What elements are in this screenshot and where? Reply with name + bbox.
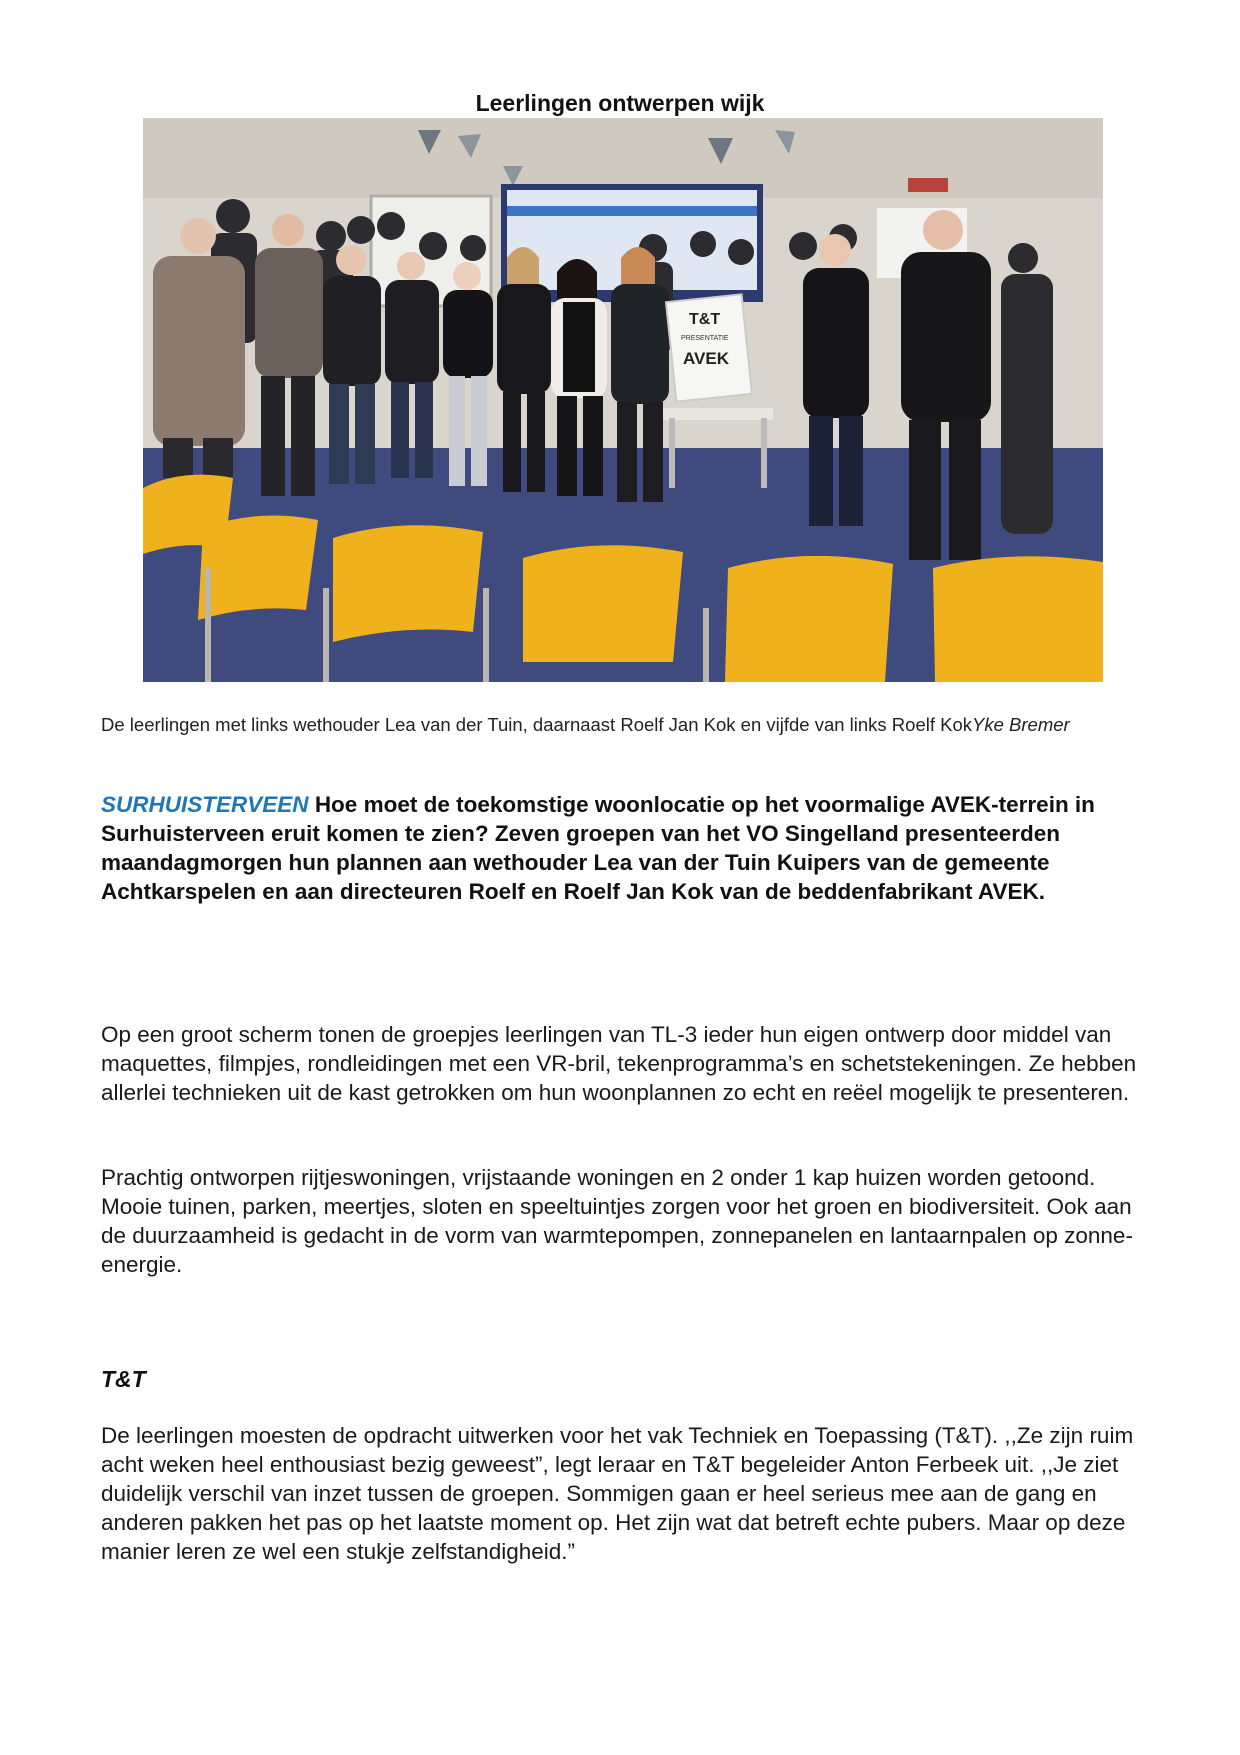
- caption-text: De leerlingen met links wethouder Lea van der Tuin, daarnaast Roelf Jan Kok en vijfde van links Roelf Kok: [101, 714, 973, 735]
- photo-caption: [101, 712, 1141, 737]
- body-paragraph-1: Op een groot scherm tonen de groepjes leerlingen van TL-3 ieder hun eigen ontwerp door middel van maquettes, filmpjes, rondleidingen met een VR-bril, tekenprogramma’s en schetstekeningen. Ze hebben allerlei technieken uit de kast getrokken om hun woonplannen zo echt en reëel mogelijk te presenteren.: [101, 1022, 1137, 1105]
- section-subhead: T&T: [101, 1366, 146, 1392]
- dateline: SURHUISTERVEEN: [101, 792, 309, 817]
- lead-text: Hoe moet de toekomstige woonlocatie op het voormalige AVEK-terrein in Surhuisterveen eruit komen te zien? Zeven groepen van het VO Singelland presenteerden maandagmorgen hun plannen aan wethouder Lea van der Tuin Kuipers van de gemeente Achtkarspelen en aan directeuren Roelf en Roelf Jan Kok van de beddenfabrikant AVEK.: [101, 792, 1095, 904]
- group-photo: [143, 118, 1103, 682]
- lead-paragraph: [101, 790, 1151, 906]
- group-photo-illustration: [143, 118, 1103, 682]
- closing-paragraph: De leerlingen moesten de opdracht uitwerken voor het vak Techniek en Toepassing (T&T). ,,Ze zijn ruim acht weken heel enthousiast bezig geweest”, legt leraar en T&T begeleider Anton Ferbeek uit. ,,Je ziet duidelijk verschil van inzet tussen de groepen. Sommigen gaan er heel serieus mee aan de gang en anderen pakken het pas op het laatste moment op. Het zijn wat dat betreft echte pubers. Maar op deze manier leren ze wel een stukje zelfstandigheid.”: [101, 1423, 1134, 1564]
- body-paragraph-2: Prachtig ontworpen rijtjeswoningen, vrijstaande woningen en 2 onder 1 kap huizen worden getoond. Mooie tuinen, parken, meertjes, sloten en speeltuintjes zorgen voor het groen en biodiversiteit. Ook aan de duurzaamheid is gedacht in de vorm van warmtepompen, zonnepanelen en lantaarnpalen op zonne-energie.: [101, 1165, 1133, 1277]
- sign-text-avek: AVEK: [683, 349, 729, 368]
- caption-credit: Yke Bremer: [972, 714, 1070, 735]
- sign-text-tt: T&T: [689, 311, 721, 328]
- article-headline: Leerlingen ontwerpen wijk: [475, 90, 765, 116]
- sign-text-sub: PRESENTATIE: [681, 335, 729, 342]
